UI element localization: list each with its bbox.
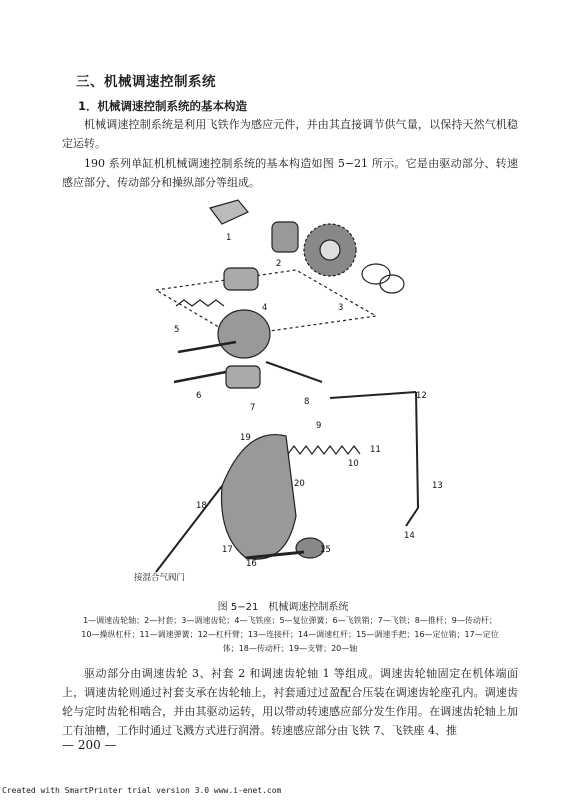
part-label-8: 8 bbox=[304, 397, 310, 407]
flyweight bbox=[226, 366, 260, 388]
part-label-12: 12 bbox=[416, 391, 427, 401]
push-rod bbox=[266, 362, 322, 382]
part-label-11: 11 bbox=[370, 445, 381, 455]
part-label-19: 19 bbox=[240, 433, 251, 443]
return-spring bbox=[176, 300, 224, 306]
section-title: 三、机械调速控制系统 bbox=[76, 74, 216, 90]
connecting-rod bbox=[416, 392, 418, 508]
snap-ring-2 bbox=[380, 275, 404, 293]
part-label-20: 20 bbox=[294, 479, 305, 489]
part-label-1: 1 bbox=[226, 233, 232, 243]
valve-label: 接混合气阀门 bbox=[134, 573, 186, 583]
part-label-5: 5 bbox=[174, 325, 180, 335]
subsection-title: 1．机械调速控制系统的基本构造 bbox=[78, 99, 247, 113]
flyweight-top bbox=[224, 268, 258, 290]
part-label-9: 9 bbox=[316, 421, 322, 431]
paragraph-intro: 机械调速控制系统是利用飞铁作为感应元件，并由其直接调节供气量，以保持天然气机稳定运转。 bbox=[62, 118, 518, 150]
part-label-10: 10 bbox=[348, 459, 359, 469]
part-label-13: 13 bbox=[432, 481, 443, 491]
bushing bbox=[272, 222, 298, 252]
page-number: — 200 — bbox=[62, 738, 117, 752]
part-label-16: 16 bbox=[246, 559, 257, 569]
gear-shaft-flange bbox=[210, 200, 248, 224]
part-label-2: 2 bbox=[276, 259, 282, 269]
linkage-rod bbox=[330, 392, 416, 398]
part-label-17: 17 bbox=[222, 545, 233, 555]
part-label-7: 7 bbox=[250, 403, 256, 413]
flyweight-seat bbox=[218, 310, 270, 358]
snap-ring bbox=[362, 264, 390, 284]
governor-diagram bbox=[126, 186, 446, 594]
paragraph-drive: 驱动部分由调速齿轮 3、衬套 2 和调速齿轮轴 1 等组成。调速齿轮轴固定在机体端面上，调速齿轮则通过衬套支承在齿轮轴上，衬套通过过盈配合压装在调速齿轮座孔内。调速齿轮与定时齿轮相啮合，并由其驱动运转，用以带动转速感应部分发生作用。在调速齿轮轴上加工有油槽，工作时通过飞溅方式进行润滑。转速感应部分由飞铁 7、飞铁座 4、推 bbox=[62, 667, 518, 737]
figure-caption: 图 5−21 机械调速控制系统 bbox=[217, 602, 349, 613]
lever-body bbox=[222, 435, 297, 560]
paragraph-structure: 190 系列单缸机机械调速控制系统的基本构造如图 5−21 所示。它是由驱动部分、转速感应部分、传动部分和操纵部分等组成。 bbox=[62, 157, 518, 189]
figure-legend: 1—调速齿轮轴；2—衬套；3—调速齿轮；4—飞铁座；5—复位弹簧；6—飞铁销；7—飞铁；8—推杆；9—传动杆；10—操纵杠杆；11—调速弹簧；12—杠杆臂；13—连接杆；14—调速杠杆；15—调速手把；16—定位销；17—定位体；18—传动杆；19—支臂；20—轴 bbox=[81, 616, 499, 653]
part-label-14: 14 bbox=[404, 531, 415, 541]
part-label-18: 18 bbox=[196, 501, 207, 511]
part-label-3: 3 bbox=[338, 303, 344, 313]
part-label-6: 6 bbox=[196, 391, 202, 401]
transmission-rod-18 bbox=[156, 486, 222, 572]
part-label-15: 15 bbox=[320, 545, 331, 555]
footer-watermark: Created with SmartPrinter trial version 3.0 www.i-enet.com bbox=[2, 786, 282, 795]
part-label-4: 4 bbox=[262, 303, 268, 313]
